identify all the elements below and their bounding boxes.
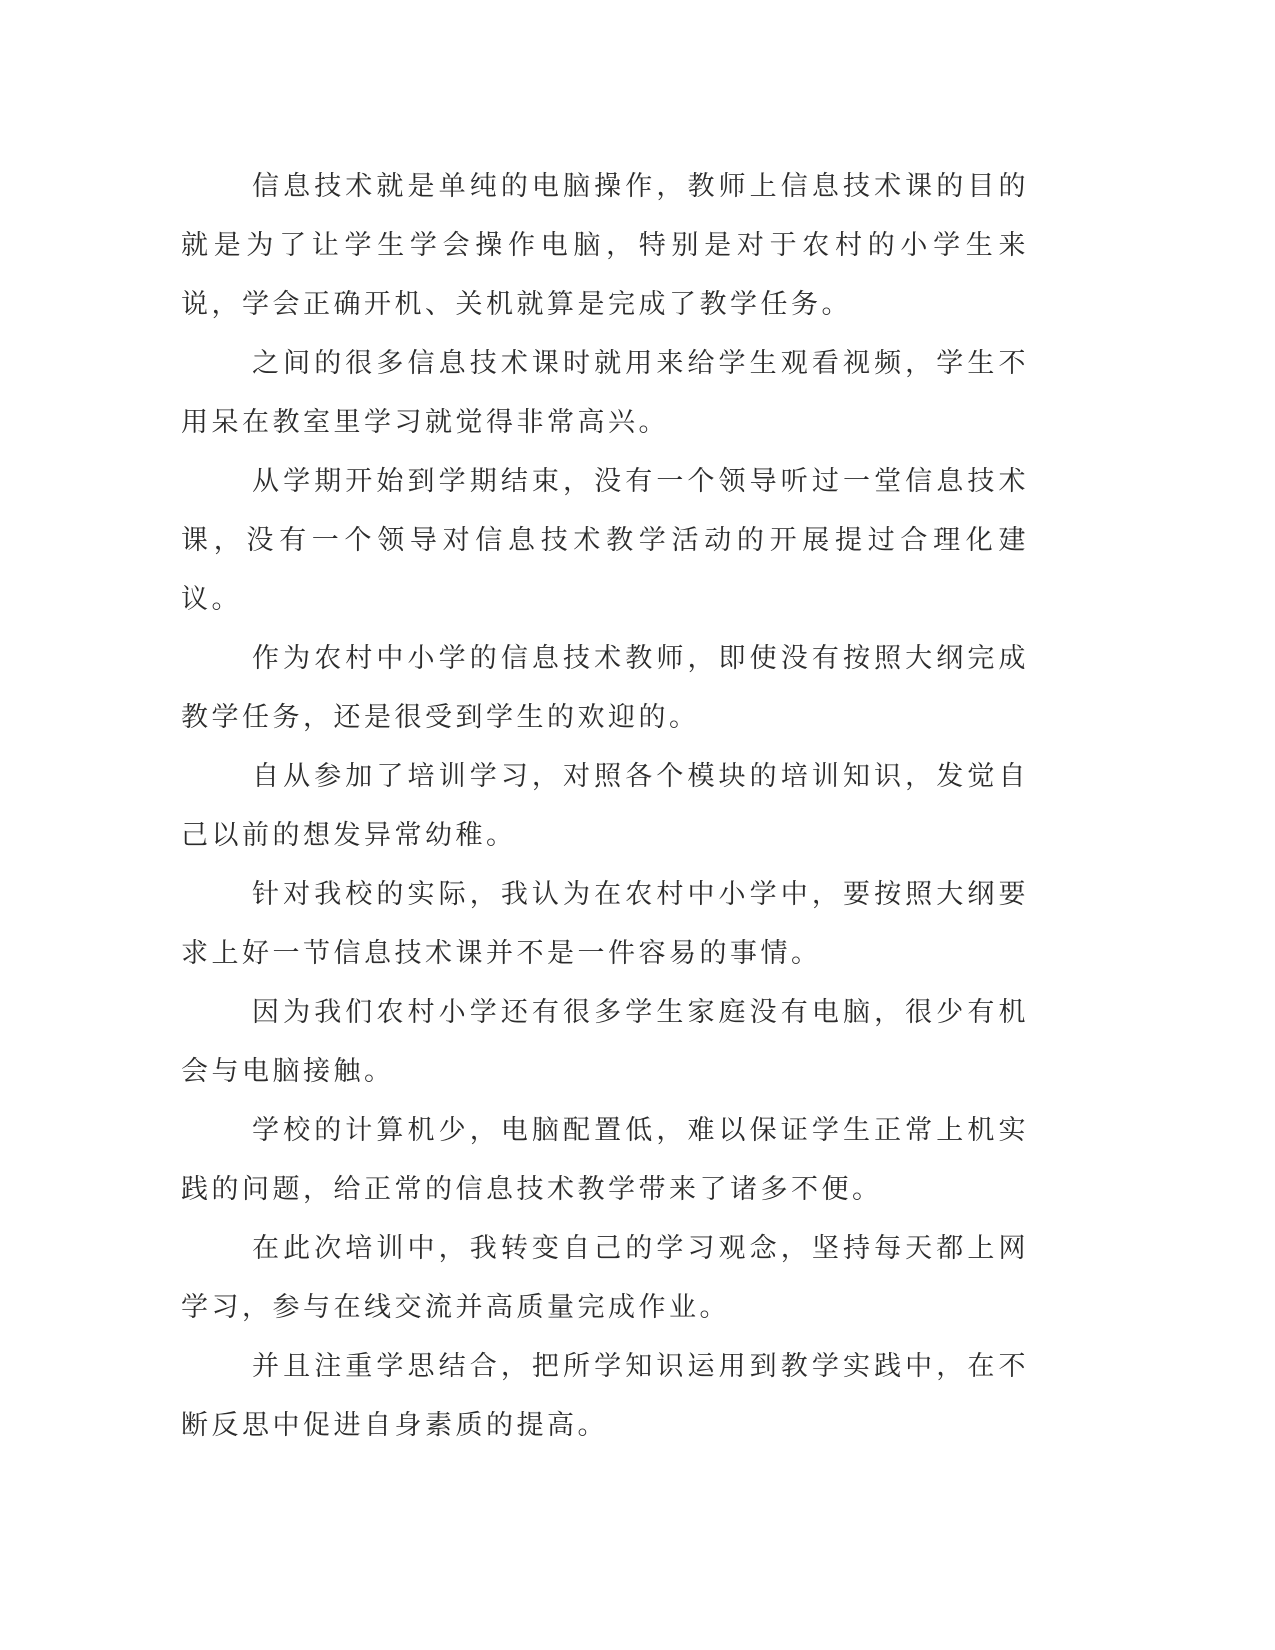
paragraph-4: 作为农村中小学的信息技术教师，即使没有按照大纲完成教学任务，还是很受到学生的欢迎的。 xyxy=(181,643,1029,733)
paragraph-3: 从学期开始到学期结束，没有一个领导听过一堂信息技术课，没有一个领导对信息技术教学活动的开展提过合理化建议。 xyxy=(181,466,1029,615)
paragraph-8: 学校的计算机少，电脑配置低，难以保证学生正常上机实践的问题，给正常的信息技术教学带来了诸多不便。 xyxy=(181,1115,1029,1205)
paragraph-1: 信息技术就是单纯的电脑操作，教师上信息技术课的目的就是为了让学生学会操作电脑，特别是对于农村的小学生来说，学会正确开机、关机就算是完成了教学任务。 xyxy=(181,171,1029,320)
paragraph-10: 并且注重学思结合，把所学知识运用到教学实践中，在不断反思中促进自身素质的提高。 xyxy=(181,1351,1029,1441)
paragraph-6: 针对我校的实际，我认为在农村中小学中，要按照大纲要求上好一节信息技术课并不是一件容易的事情。 xyxy=(181,879,1029,969)
document-body xyxy=(181,157,1029,1455)
paragraph-9: 在此次培训中，我转变自己的学习观念，坚持每天都上网学习，参与在线交流并高质量完成作业。 xyxy=(181,1233,1029,1323)
paragraph-7: 因为我们农村小学还有很多学生家庭没有电脑，很少有机会与电脑接触。 xyxy=(181,997,1029,1087)
paragraph-5: 自从参加了培训学习，对照各个模块的培训知识，发觉自己以前的想发异常幼稚。 xyxy=(181,761,1029,851)
paragraph-2: 之间的很多信息技术课时就用来给学生观看视频，学生不用呆在教室里学习就觉得非常高兴。 xyxy=(181,348,1029,438)
